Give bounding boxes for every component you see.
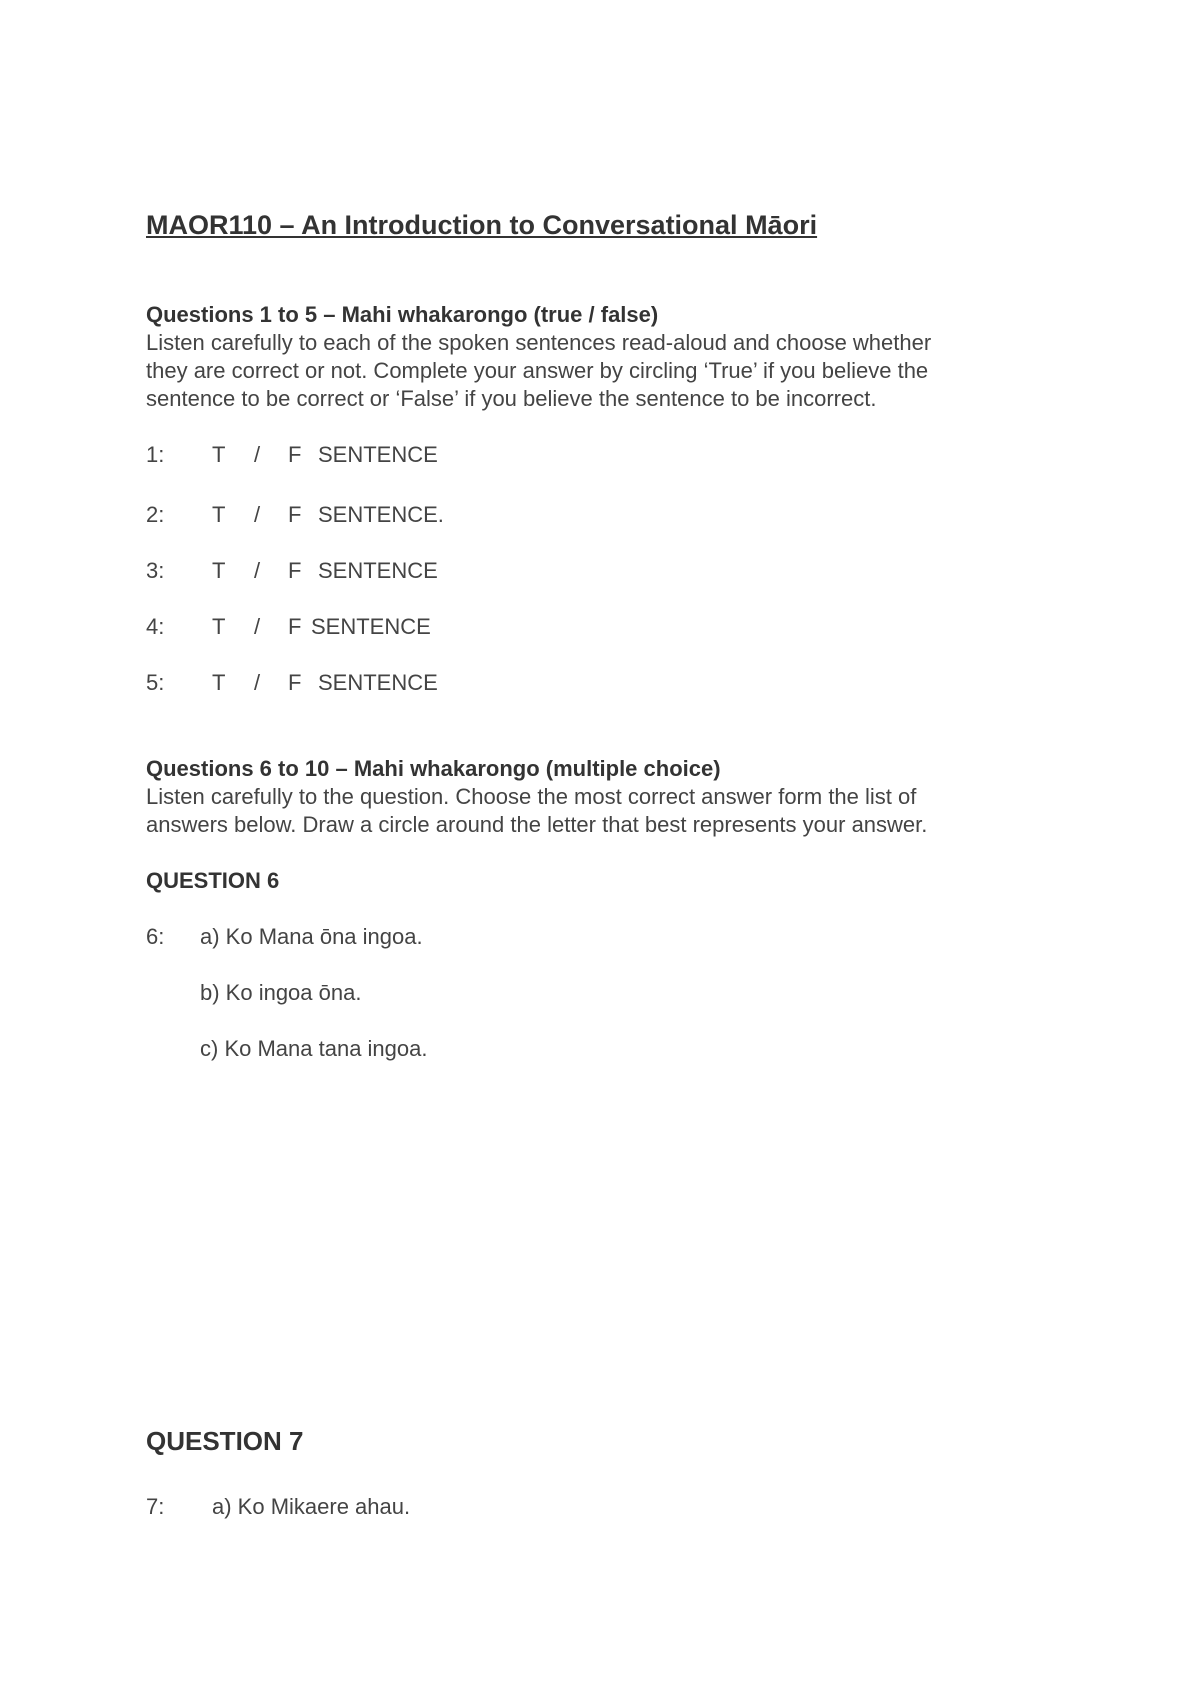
true-option[interactable]: T <box>212 670 226 695</box>
sentence-text: SENTENCE <box>318 558 438 583</box>
item-number: 1: <box>146 442 165 467</box>
false-option[interactable]: F <box>288 442 302 467</box>
question-6-option-a[interactable]: a) Ko Mana ōna ingoa. <box>200 924 423 949</box>
section1-instructions-line-1: Listen carefully to each of the spoken sentences read-aloud and choose whether <box>146 330 932 355</box>
false-option[interactable]: F <box>288 502 302 527</box>
question-7-label: QUESTION 7 <box>146 1426 304 1456</box>
question-6-option-b[interactable]: b) Ko ingoa ōna. <box>200 980 362 1005</box>
question-6-label: QUESTION 6 <box>146 868 280 893</box>
true-option[interactable]: T <box>212 558 226 583</box>
true-option[interactable]: T <box>212 442 226 467</box>
section2-instructions-line-1: Listen carefully to the question. Choose the most correct answer form the list of <box>146 784 917 809</box>
section1-instructions-line-3: sentence to be correct or ‘False’ if you believe the sentence to be incorrect. <box>146 386 877 411</box>
false-option[interactable]: F <box>288 614 302 639</box>
option-separator: / <box>254 670 261 695</box>
true-option[interactable]: T <box>212 614 226 639</box>
section1-heading: Questions 1 to 5 – Mahi whakarongo (true / false) <box>146 302 659 327</box>
sentence-text: SENTENCE. <box>318 502 444 527</box>
item-number: 5: <box>146 670 165 695</box>
false-option[interactable]: F <box>288 670 302 695</box>
true-option[interactable]: T <box>212 502 226 527</box>
sentence-text: SENTENCE <box>318 670 438 695</box>
sentence-text: SENTENCE <box>311 614 431 639</box>
sentence-text: SENTENCE <box>318 442 438 467</box>
section2-heading: Questions 6 to 10 – Mahi whakarongo (multiple choice) <box>146 756 721 781</box>
section1-instructions-line-2: they are correct or not. Complete your answer by circling ‘True’ if you believe the <box>146 358 929 383</box>
item-number: 3: <box>146 558 165 583</box>
question-7-number: 7: <box>146 1494 165 1519</box>
item-number: 2: <box>146 502 165 527</box>
question-7-option-a[interactable]: a) Ko Mikaere ahau. <box>212 1494 411 1519</box>
option-separator: / <box>254 558 261 583</box>
question-6-number: 6: <box>146 924 165 949</box>
false-option[interactable]: F <box>288 558 302 583</box>
option-separator: / <box>254 442 261 467</box>
option-separator: / <box>254 614 261 639</box>
option-separator: / <box>254 502 261 527</box>
section2-instructions-line-2: answers below. Draw a circle around the letter that best represents your answer. <box>146 812 928 837</box>
page-title: MAOR110 – An Introduction to Conversational Māori <box>146 210 818 240</box>
question-6-option-c[interactable]: c) Ko Mana tana ingoa. <box>200 1036 428 1061</box>
item-number: 4: <box>146 614 165 639</box>
